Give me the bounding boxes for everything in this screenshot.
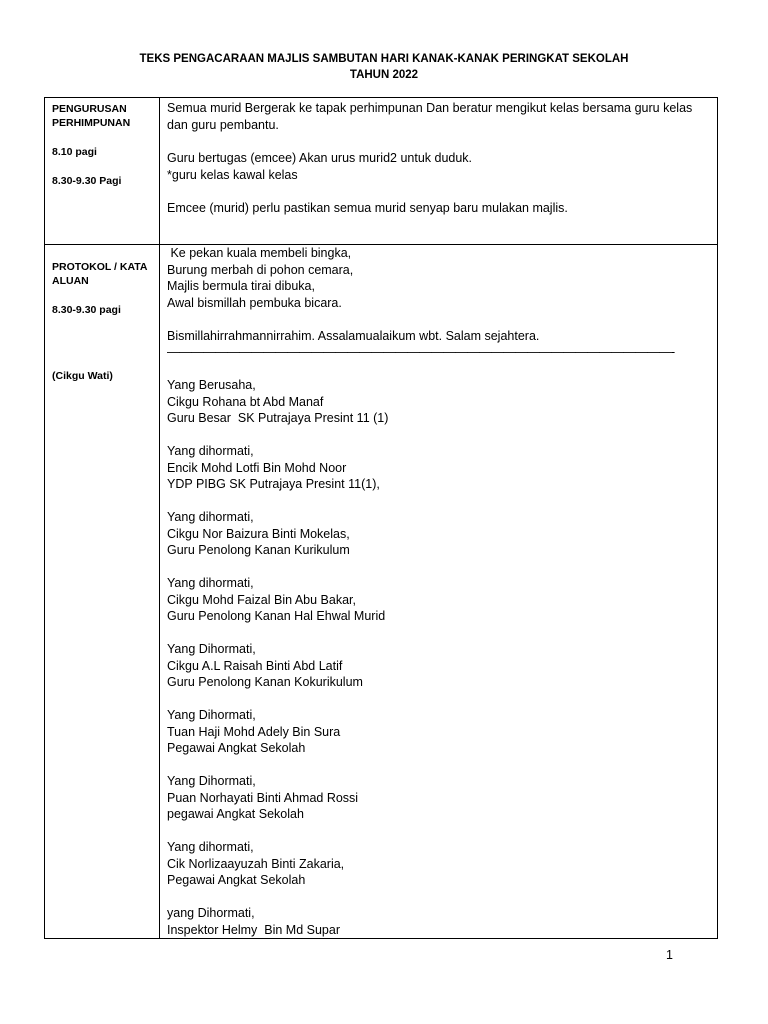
protocol-position: Pegawai Angkat Sekolah (167, 873, 306, 887)
paragraph: *guru kelas kawal kelas (167, 167, 298, 182)
protocol-name: Encik Mohd Lotfi Bin Mohd Noor (167, 460, 347, 475)
protocol-salutation: Yang dihormati, (167, 510, 254, 524)
protocol-entry (167, 773, 717, 823)
protocol-name: Cikgu Mohd Faizal Bin Abu Bakar, (167, 592, 356, 607)
protocol-entry (167, 707, 717, 757)
paragraph: Semua murid Bergerak ke tapak perhimpunan Dan beratur mengikut kelas bersama guru kelas (167, 101, 693, 115)
speaker-label: (Cikgu Wati) (52, 370, 113, 382)
time-label: 8.30-9.30 Pagi (52, 175, 122, 187)
section-label: PROTOKOL / KATA ALUAN (52, 261, 148, 287)
protocol-name: Tuan Haji Mohd Adely Bin Sura (167, 724, 341, 739)
protocol-name: Cikgu Rohana bt Abd Manaf (167, 394, 324, 409)
greeting-line: Bismillahirrahmannirrahim. Assalamualaikum wbt. Salam sejahtera. (167, 328, 540, 343)
row-label-cell (45, 98, 160, 245)
protocol-name: Cik Norlizaayuzah Binti Zakaria, (167, 856, 345, 871)
protocol-salutation: Yang dihormati, (167, 840, 254, 854)
table-row (45, 245, 718, 939)
protocol-position: Guru Penolong Kanan Kurikulum (167, 543, 350, 557)
protocol-name: Cikgu A.L Raisah Binti Abd Latif (167, 658, 343, 673)
protocol-entry (167, 377, 717, 427)
pantun-line: Awal bismillah pembuka bicara. (167, 295, 342, 310)
protocol-name: Inspektor Helmy Bin Md Supar (167, 922, 340, 937)
pantun-line: Majlis bermula tirai dibuka, (167, 279, 315, 293)
protocol-position: pegawai Angkat Sekolah (167, 807, 304, 821)
row-content-cell (160, 245, 718, 939)
protocol-entry (167, 509, 717, 559)
protocol-salutation: yang Dihormati, (167, 906, 255, 920)
paragraph: Guru bertugas (emcee) Akan urus murid2 untuk duduk. (167, 151, 473, 165)
protocol-position: YDP PIBG SK Putrajaya Presint 11(1), (167, 477, 380, 491)
time-label: 8.30-9.30 pagi (52, 304, 121, 316)
page-number: 1 (666, 948, 673, 962)
row-label-cell (45, 245, 160, 939)
protocol-entry (167, 641, 717, 691)
time-label: 8.10 pagi (52, 146, 97, 158)
program-table (44, 97, 718, 939)
protocol-position: Pegawai Angkat Sekolah (167, 741, 306, 755)
protocol-salutation: Yang Dihormati, (167, 774, 256, 788)
paragraph: Emcee (murid) perlu pastikan semua murid senyap baru mulakan majlis. (167, 201, 568, 215)
protocol-entry (167, 443, 717, 493)
protocol-name: Cikgu Nor Baizura Binti Mokelas, (167, 526, 350, 541)
document-subtitle: TAHUN 2022 (349, 69, 419, 81)
protocol-position: Guru Penolong Kanan Kokurikulum (167, 675, 363, 689)
pantun-block (167, 245, 717, 311)
document-title: TEKS PENGACARAAN MAJLIS SAMBUTAN HARI KANAK-KANAK PERINGKAT SEKOLAH (139, 53, 629, 65)
protocol-salutation: Yang Dihormati, (167, 642, 256, 656)
protocol-list (167, 377, 717, 938)
table-row (45, 98, 718, 245)
pantun-line: Burung merbah di pohon cemara, (167, 262, 354, 277)
row-content-cell (160, 98, 718, 245)
protocol-entry (167, 839, 717, 889)
protocol-name: Puan Norhayati Binti Ahmad Rossi (167, 790, 359, 805)
protocol-salutation: Yang dihormati, (167, 576, 254, 590)
protocol-salutation: Yang Berusaha, (167, 378, 256, 392)
paragraph: dan guru pembantu. (167, 117, 279, 132)
protocol-entry (167, 905, 717, 938)
protocol-salutation: Yang Dihormati, (167, 708, 256, 722)
protocol-salutation: Yang dihormati, (167, 444, 254, 458)
protocol-position: Guru Penolong Kanan Hal Ehwal Murid (167, 609, 386, 623)
protocol-entry (167, 575, 717, 625)
divider-line: ——————————————————————————————————————————- (167, 345, 675, 359)
pantun-line: Ke pekan kuala membeli bingka, (167, 246, 352, 260)
protocol-position: Guru Besar SK Putrajaya Presint 11 (1) (167, 411, 389, 425)
section-label: PENGURUSAN PERHIMPUNAN (52, 103, 131, 129)
